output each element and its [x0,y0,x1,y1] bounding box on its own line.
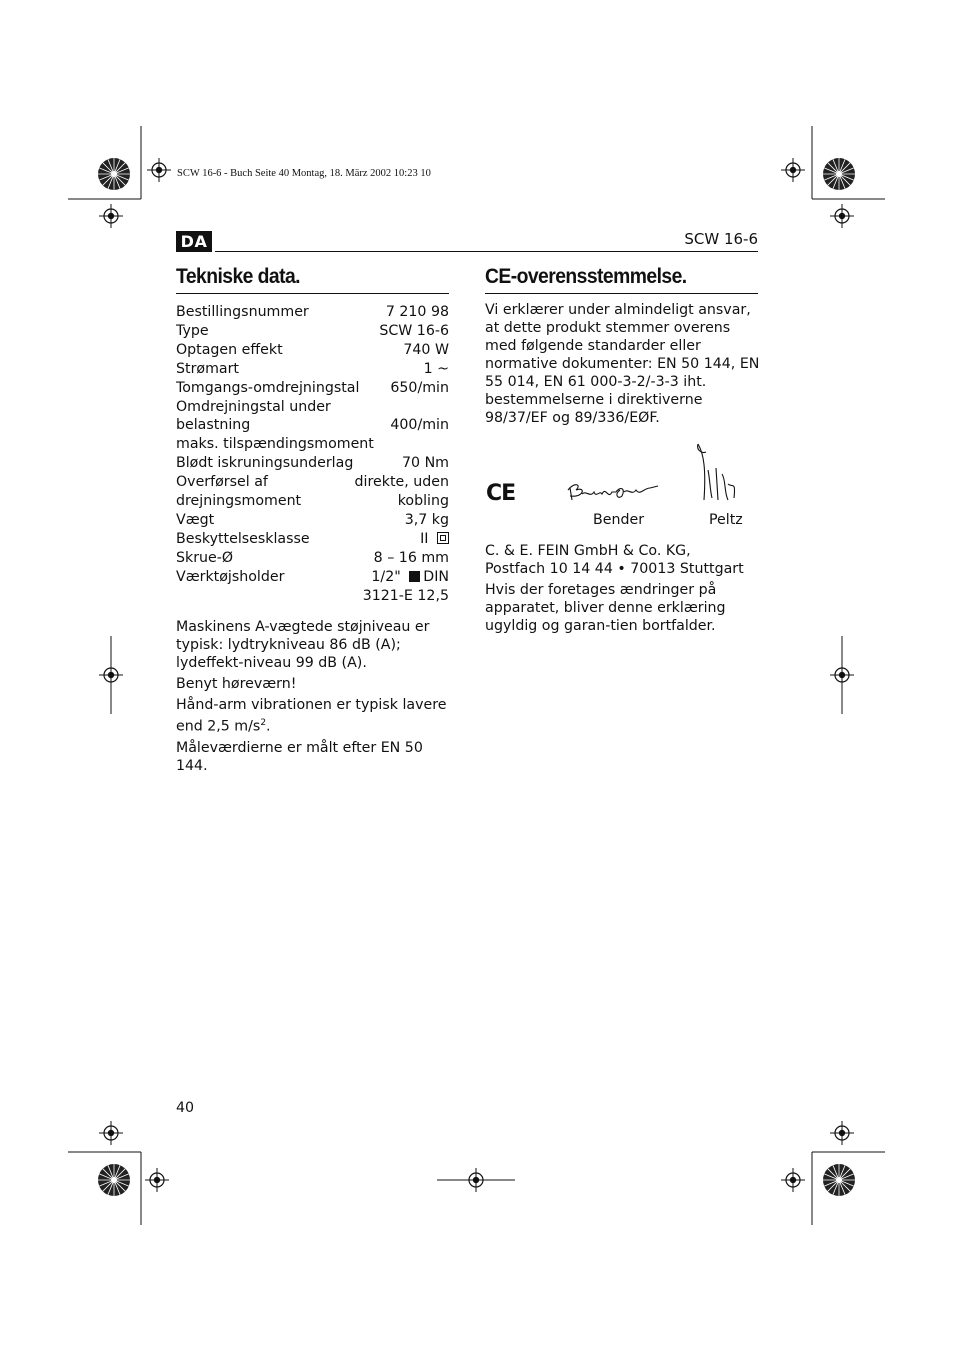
spec-row: Optagen effekt 740 W [176,341,449,358]
signer-peltz-name: Peltz [709,512,743,528]
spec-row: Værktøjsholder 1/2" DIN [176,568,449,585]
spec-row: drejningsmoment kobling [176,493,449,510]
noise-paragraph: Maskinens A-vægtede støjniveau er typisk: lydtrykniveau 86 dB (A); lydeffekt-niveau 99 dB (A). [176,619,430,671]
spec-row: Type SCW 16-6 [176,322,449,339]
square-drive-icon [409,571,420,582]
spec-row: Bestillingsnummer 7 210 98 [176,304,449,320]
spec-row: Skrue-Ø 8 – 16 mm [176,549,449,566]
spec-row: Vægt 3,7 kg [176,511,449,528]
company-name: C. & E. FEIN GmbH & Co. KG, [485,543,691,559]
page-number: 40 [176,1100,195,1116]
protection-class-icon [437,532,449,544]
ce-rule [485,293,758,294]
noise-section [176,618,451,778]
tech-data-rule [176,293,449,294]
spec-row: Overførsel af direkte, uden [176,474,449,491]
header-rule [215,251,758,252]
spec-row: maks. tilspændingsmoment [176,436,374,453]
spec-row: Omdrejningstal under [176,398,331,415]
ce-heading: CE-overensstemmelse. [485,265,687,288]
spec-table [176,303,449,606]
measurement-paragraph: Måleværdierne er målt efter EN 50 144. [176,739,423,774]
vibration-paragraph: Hånd-arm vibrationen er typisk lavere end 2,5 $m/s^2$. [176,697,447,735]
company-block [485,542,775,638]
spec-row: Strømart 1 ~ [176,360,449,377]
print-slug-line: SCW 16-6 - Buch Seite 40 Montag, 18. März 2002 10:23 10 [177,168,431,179]
signature-bender [560,476,670,508]
signer-bender-name: Bender [593,512,645,528]
spec-row: belastning 400/min [176,417,449,434]
validity-paragraph: Hvis der foretages ændringer på apparatet, bliver denne erklæring ugyldig og garan-tien bortfalder. [485,582,726,634]
tech-data-heading: Tekniske data. [176,265,300,288]
hearing-protection-paragraph: Benyt høreværn! [176,676,297,692]
ce-declaration: Vi erklærer under almindeligt ansvar, at dette produkt stemmer overens med følgende standarder eller normative dokumenter: EN 50 144, EN 55 014, EN 61 000-3-2/-3-3 iht. bestemmelserne i direktiverne 98/37/EF og 89/336/EØF. [485,302,760,426]
spec-row: Tomgangs-omdrejningstal 650/min [176,379,449,396]
signature-peltz [694,440,744,508]
company-address: Postfach 10 14 44 • 70013 Stuttgart [485,561,744,577]
model-name: SCW 16-6 [684,230,758,248]
ce-mark-logo: CE [486,481,516,506]
language-badge: DA [176,231,212,252]
spec-row: Blødt iskruningsunderlag 70 Nm [176,455,449,472]
spec-row: Beskyttelsesklasse II [176,530,449,549]
spec-row: 3121-E 12,5 [362,587,449,604]
